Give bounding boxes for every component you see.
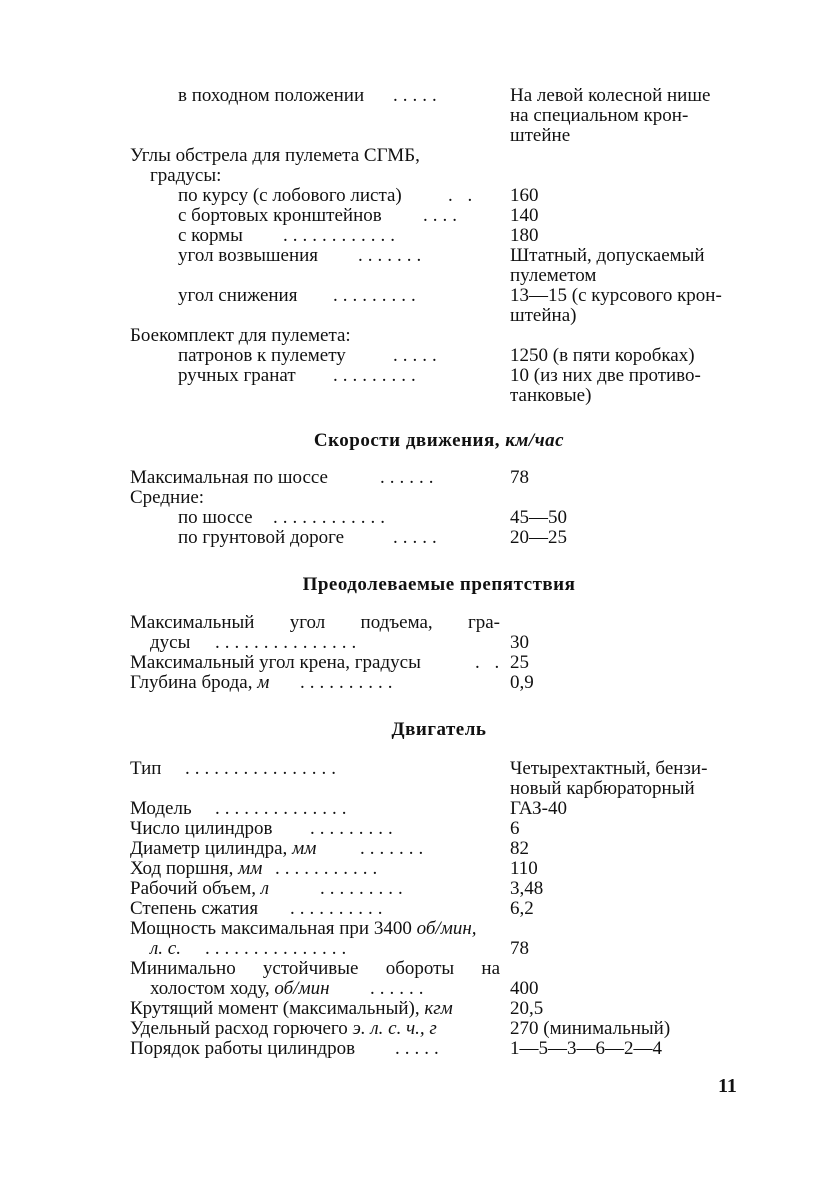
heading-text: Скорости движения, [313, 430, 501, 451]
angles-title-cont: градусы: [150, 165, 222, 186]
label-text: Рабочий объем, [130, 878, 257, 899]
row-value: 45—50 [510, 507, 567, 528]
row-label [130, 879, 269, 899]
leader-dots: .......... [290, 899, 388, 919]
leader-dots: ...... [380, 468, 439, 488]
row-compression [130, 899, 748, 919]
power-text: Мощность максимальная при 3400 [130, 918, 412, 939]
row-value: 3,48 [510, 878, 544, 899]
row-value-cont: штейна) [510, 305, 577, 326]
heading-unit: км/час [505, 430, 565, 451]
row-displacement [130, 879, 748, 899]
row-ford [130, 673, 748, 693]
leader-dots: ..... [395, 1039, 444, 1059]
row-value-cont: на специальном крон- [510, 105, 689, 126]
row-label [130, 859, 262, 879]
row-value: 270 (минимальный) [510, 1018, 671, 1039]
row-tilt [130, 653, 748, 673]
section-heading-speeds [130, 430, 748, 452]
row-stern [178, 226, 748, 246]
row-label: Модель [130, 798, 192, 819]
row-label: Число цилиндров [130, 818, 273, 839]
leader-dots: . . [475, 653, 505, 673]
row-torque [130, 999, 748, 1019]
leader-dots: ...... [370, 979, 429, 999]
row-label [130, 839, 316, 859]
idle-line: Минимально устойчивые обороты на [130, 958, 500, 979]
row-label: Максимальная по шоссе [130, 467, 328, 488]
row-label: с кормы [178, 225, 243, 246]
row-label: угол снижения [178, 285, 298, 306]
row-label [130, 673, 269, 693]
row-travel-position [178, 86, 748, 106]
row-label: Максимальный угол крена, градусы [130, 652, 421, 673]
unit-text: кгм [424, 998, 453, 1019]
row-value-cont: пулеметом [510, 265, 597, 286]
leader-dots: ..... [393, 528, 442, 548]
row-value: 20—25 [510, 527, 567, 548]
row-power [150, 939, 748, 959]
average-title: Средние: [130, 487, 205, 508]
label-text: Крутящий момент (максимальный), [130, 998, 420, 1019]
row-value: 160 [510, 185, 539, 206]
row-value: Штатный, допускаемый [510, 245, 705, 266]
row-value: 78 [510, 938, 529, 959]
climb-line: Максимальный угол подъема, гра- [130, 612, 500, 633]
row-value-cont: танковые) [510, 385, 592, 406]
row-model [130, 799, 748, 819]
leader-dots: ............ [283, 226, 400, 246]
leader-dots: ........... [275, 859, 383, 879]
row-value: 25 [510, 652, 529, 673]
row-value: 6 [510, 818, 520, 839]
row-consumption [130, 1019, 748, 1039]
row-max-highway [130, 468, 748, 488]
unit-text: м [257, 672, 270, 693]
unit-text: э. л. с. ч., г [352, 1018, 437, 1039]
row-value: ГАЗ-40 [510, 798, 568, 819]
row-label: Степень сжатия [130, 898, 259, 919]
row-value: 0,9 [510, 672, 534, 693]
section-heading-obstacles: Преодолеваемые препятствия [302, 574, 576, 595]
row-firing-order [130, 1039, 748, 1059]
leader-dots: ......... [333, 366, 421, 386]
row-elevation [178, 246, 748, 266]
row-label: по грунтовой дороге [178, 527, 345, 548]
power-line [130, 919, 748, 939]
row-grenades [178, 366, 748, 386]
row-depression [178, 286, 748, 306]
row-label: Тип [130, 758, 162, 779]
row-label: Порядок работы цилиндров [130, 1038, 356, 1059]
row-value: Четырехтактный, бензи- [510, 758, 708, 779]
leader-dots: .............. [215, 799, 352, 819]
row-label: в походном положении [178, 85, 365, 106]
row-bore [130, 839, 748, 859]
leader-dots: . . [448, 186, 478, 206]
row-label [150, 979, 330, 999]
unit-text: об/мин [274, 978, 330, 999]
row-value: 400 [510, 978, 539, 999]
row-label: л. с. [150, 938, 181, 959]
unit-text: мм [292, 838, 317, 859]
label-text: Ход поршня, [130, 858, 234, 879]
row-label: дусы [150, 632, 191, 653]
row-label: по курсу (с лобового листа) [178, 185, 402, 206]
leader-dots: ......... [310, 819, 398, 839]
row-label: по шоссе [178, 507, 253, 528]
row-value: 180 [510, 225, 539, 246]
label-text: Удельный расход горючего [130, 1018, 348, 1039]
ammo-title: Боекомплект для пулемета: [130, 325, 351, 346]
leader-dots: ............... [205, 939, 352, 959]
row-climb [150, 633, 748, 653]
row-value: 140 [510, 205, 539, 226]
row-value: На левой колесной нише [510, 85, 711, 106]
row-value: 78 [510, 467, 529, 488]
leader-dots: ............... [215, 633, 362, 653]
row-value: 10 (из них две противо- [510, 365, 701, 386]
row-value: 6,2 [510, 898, 534, 919]
row-value-cont: штейне [510, 125, 571, 146]
leader-dots: ....... [360, 839, 429, 859]
section-heading-engine: Двигатель [391, 719, 487, 740]
row-value: 1250 (в пяти коробках) [510, 345, 695, 366]
power-unit: об/мин, [416, 918, 477, 939]
row-label: ручных гранат [178, 365, 296, 386]
row-label: с бортовых кронштейнов [178, 205, 382, 226]
row-value: 13—15 (с курсового крон- [510, 285, 722, 306]
page-number: 11 [718, 1075, 737, 1097]
row-avg-highway [178, 508, 748, 528]
row-label [130, 1019, 437, 1039]
angles-title: Углы обстрела для пулемета СГМБ, [130, 145, 420, 166]
row-cylinders [130, 819, 748, 839]
leader-dots: ................ [185, 759, 341, 779]
row-value: 110 [510, 858, 538, 879]
row-avg-dirt [178, 528, 748, 548]
row-label: патронов к пулемету [178, 345, 346, 366]
unit-text: мм [238, 858, 263, 879]
row-label [130, 999, 453, 1019]
row-value: 30 [510, 632, 529, 653]
leader-dots: .... [423, 206, 462, 226]
row-side [178, 206, 748, 226]
leader-dots: ..... [393, 86, 442, 106]
leader-dots: ..... [393, 346, 442, 366]
row-cartridges [178, 346, 748, 366]
label-text: холостом ходу, [150, 978, 270, 999]
leader-dots: ......... [320, 879, 408, 899]
row-value-cont: новый карбюраторный [510, 778, 695, 799]
row-value: 20,5 [510, 998, 544, 1019]
row-course [178, 186, 748, 206]
unit-text: л [260, 878, 270, 899]
label-text: Глубина брода, [130, 672, 253, 693]
row-type [130, 759, 748, 779]
row-label: угол возвышения [178, 245, 319, 266]
row-stroke [130, 859, 748, 879]
label-text: Диаметр цилиндра, [130, 838, 288, 859]
row-value: 82 [510, 838, 529, 859]
leader-dots: ....... [358, 246, 427, 266]
leader-dots: .......... [300, 673, 398, 693]
leader-dots: ......... [333, 286, 421, 306]
row-value: 1—5—3—6—2—4 [510, 1038, 662, 1059]
leader-dots: ............ [273, 508, 390, 528]
row-idle [150, 979, 748, 999]
